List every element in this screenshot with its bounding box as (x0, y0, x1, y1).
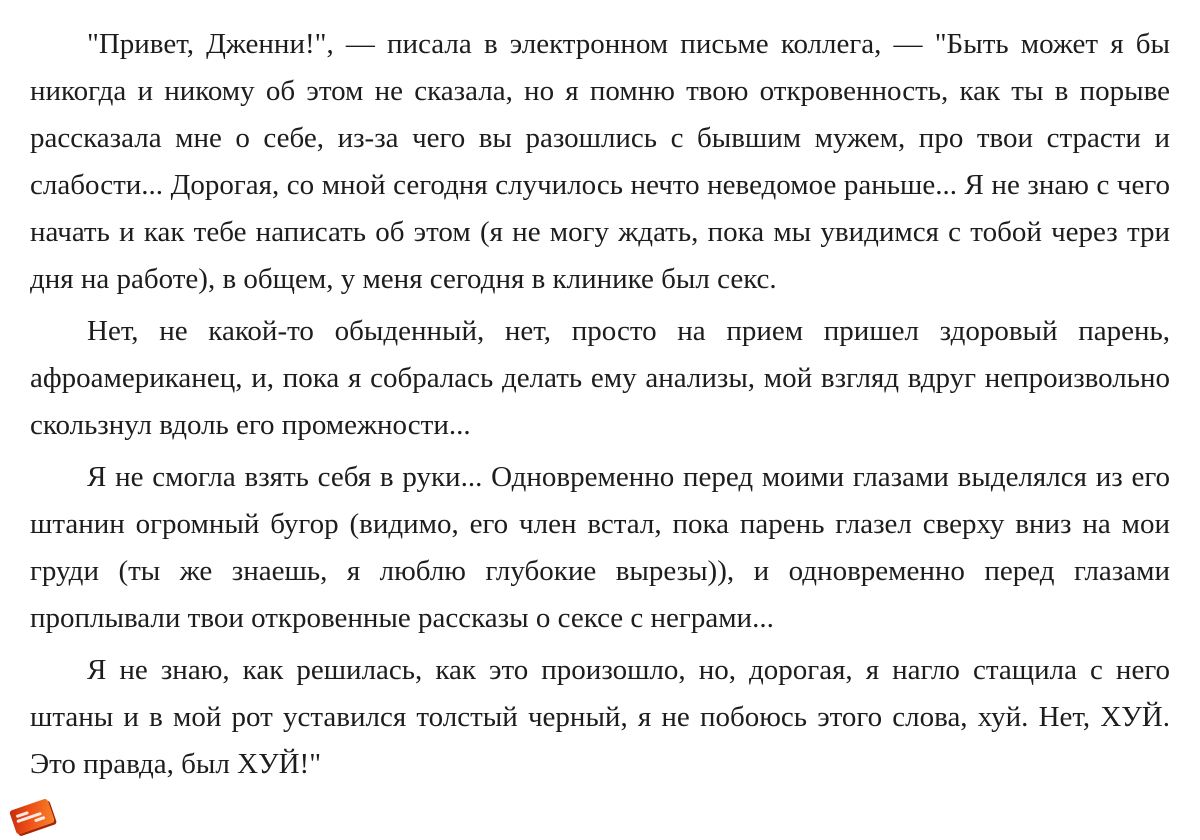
logo-text-stripe (34, 816, 45, 822)
story-paragraph-1: "Привет, Дженни!", — писала в электронном письме коллега, — "Быть может я бы никогда и никому об этом не сказала, но я помню твою откровенность, как ты в порыве рассказала мне о себе, из-за чего вы разошлись с бывшим мужем, про твои страсти и слабости... Дорогая, со мной сегодня случилось нечто неведомое раньше... Я не знаю с чего начать и как тебе написать об этом (я не могу ждать, пока мы увидимся с тобой через три дня на работе), в общем, у меня сегодня в клинике был секс. (30, 28, 1170, 295)
story-paragraph-2: Нет, не какой-то обыденный, нет, просто на прием пришел здоровый парень, афроамериканец, и, пока я собралась делать ему анализы, мой взгляд вдруг непроизвольно скользнул вдоль его промежности... (30, 315, 1170, 441)
story-paragraph-3: Я не смогла взять себя в руки... Одновременно перед моими глазами выделялся из его штанин огромный бугор (видимо, его член встал, пока парень глазел сверху вниз на мои груди (ты же знаешь, я люблю глубокие вырезы)), и одновременно перед глазами проплывали твои откровенные рассказы о сексе с неграми... (30, 461, 1170, 634)
story-text (30, 21, 1170, 793)
orange-box-logo-icon (9, 798, 55, 835)
site-watermark (7, 797, 59, 839)
story-paragraph-4: Я не знаю, как решилась, как это произошло, но, дорогая, я нагло стащила с него штаны и в мой рот уставился толстый черный, я не побоюсь этого слова, хуй. Нет, ХУЙ. Это правда, был ХУЙ!" (30, 654, 1170, 780)
